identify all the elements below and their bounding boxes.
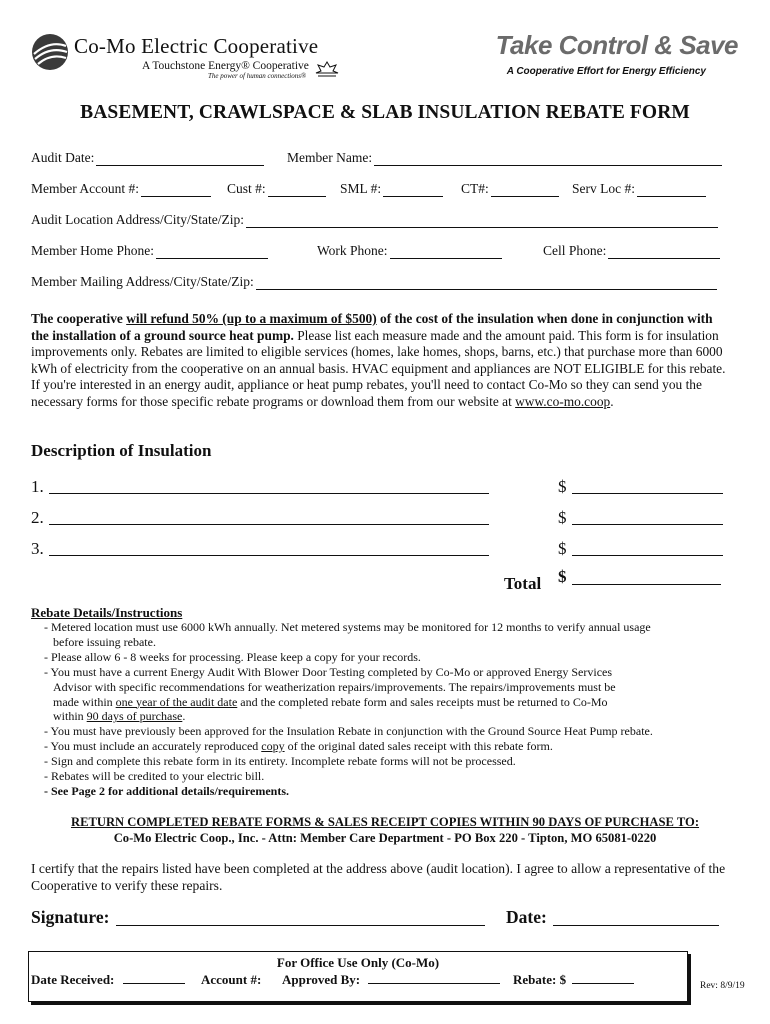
intro-end: .: [610, 393, 614, 409]
intro-paragraph: [31, 311, 727, 411]
mailing-address-field[interactable]: [31, 274, 717, 290]
signature-date-label: Date:: [506, 907, 547, 927]
home-phone-line[interactable]: [156, 245, 268, 259]
field-row-audit-location: [31, 208, 726, 228]
instruction-text: and the completed rebate form and sales receipts must be returned to Co-Mo: [237, 694, 608, 709]
return-instructions: RETURN COMPLETED REBATE FORMS & SALES RECEIPT COPIES WITHIN 90 DAYS OF PURCHASE TO:: [70, 815, 700, 829]
ct-field[interactable]: [461, 181, 559, 197]
sml-label: SML #:: [340, 181, 382, 196]
work-phone-label: Work Phone:: [317, 243, 388, 258]
cust-label: Cust #:: [227, 181, 266, 196]
instruction-emphasis: 90 days of purchase: [86, 709, 183, 724]
description-item-3: [31, 537, 731, 559]
account-label: Account #:: [201, 972, 262, 987]
signature-line[interactable]: [116, 925, 485, 926]
program-subtitle: A Cooperative Effort for Energy Efficiency: [506, 66, 706, 77]
sml-line[interactable]: [383, 183, 443, 197]
intro-refund-terms: will refund 50% (up to a maximum of $500): [126, 311, 377, 326]
cell-phone-field[interactable]: [543, 243, 720, 259]
rebate-amount-line[interactable]: [572, 971, 634, 984]
touchstone-crest-icon: [314, 60, 340, 78]
office-use-title: For Office Use Only (Co-Mo): [276, 955, 440, 970]
member-name-field[interactable]: [287, 150, 722, 166]
serv-loc-field[interactable]: [572, 181, 706, 197]
description-item-number: 1.: [31, 477, 44, 496]
globe-icon: [30, 32, 70, 72]
form-header: [28, 28, 742, 83]
audit-location-label: Audit Location Address/City/State/Zip:: [31, 212, 244, 227]
cell-phone-label: Cell Phone:: [543, 243, 607, 258]
member-name-label: Member Name:: [287, 150, 373, 165]
rebate-details-heading: Rebate Details/Instructions: [31, 605, 183, 620]
instruction-item: - Metered location must use 6000 kWh annually. Net metered systems may be monitored for 12 months to verify annual usage: [44, 620, 651, 634]
audit-date-field[interactable]: [31, 150, 264, 166]
description-item-number: 2.: [31, 508, 44, 527]
instruction-item-continued: [44, 695, 724, 710]
audit-date-label: Audit Date:: [31, 150, 95, 165]
field-row-account: [31, 177, 726, 197]
audit-location-field[interactable]: [31, 212, 718, 228]
instruction-text: within: [53, 709, 87, 724]
instruction-item: - Sign and complete this rebate form in its entirety. Incomplete rebate forms will not be processed.: [44, 754, 516, 769]
instruction-text: - You must include an accurately reproduced: [44, 739, 262, 754]
member-account-field[interactable]: [31, 181, 211, 197]
instruction-item-page-2: - See Page 2 for additional details/requirements.: [44, 783, 289, 798]
home-phone-label: Member Home Phone:: [31, 243, 154, 258]
instruction-text: made within: [53, 694, 116, 709]
instruction-item: - You must have previously been approved for the Insulation Rebate in conjunction with the Ground Source Heat Pump rebate.: [44, 724, 653, 739]
audit-location-line[interactable]: [246, 214, 718, 228]
instruction-text: of the original dated sales receipt with this rebate form.: [284, 739, 553, 754]
intro-body: Please list each measure made and the amount paid. This form is for insulation improvements only. Rebates are limited to eligible services (homes, lake homes, shops, barns, etc.) that purchase more than 6000 kWh of electricity from the cooperative on an annual basis. HVAC equipment and appliances are NOT ELIGIBLE for this rebate. If you're interested in an energy audit, appliance or heat pump rebates, you'll need to contact Co-Mo so they can send you the necessary forms for those specific rebate programs or download them from our website at: [31, 327, 726, 409]
instruction-emphasis: copy: [261, 739, 285, 754]
field-row-phones: [31, 239, 726, 259]
instruction-item: - Rebates will be credited to your electric bill.: [44, 769, 265, 784]
approved-by-label: Approved By:: [282, 972, 361, 987]
description-item-line[interactable]: [49, 524, 489, 525]
description-item-1: [31, 475, 731, 497]
amount-line[interactable]: [572, 524, 723, 525]
description-item-2: [31, 506, 731, 528]
date-received-line[interactable]: [123, 971, 185, 984]
certification-statement: I certify that the repairs listed have been completed at the address above (audit location). I agree to allow a representative of the Cooperative to verify these repairs.: [31, 861, 726, 893]
instruction-item: - You must have a current Energy Audit With Blower Door Testing completed by Co-Mo or approved Energy Services: [44, 664, 613, 679]
mailing-address-label: Member Mailing Address/City/State/Zip:: [31, 274, 254, 289]
work-phone-line[interactable]: [390, 245, 502, 259]
member-account-line[interactable]: [141, 183, 211, 197]
rebate-amount-label: Rebate: $: [513, 972, 567, 987]
org-tagline: The power of human connections®: [208, 72, 307, 80]
instruction-item-continued: [44, 709, 724, 724]
description-item-line[interactable]: [49, 493, 489, 494]
currency-symbol: $: [558, 477, 567, 496]
cell-phone-line[interactable]: [608, 245, 720, 259]
total-label: Total: [504, 574, 542, 593]
org-subtitle: A Touchstone Energy® Cooperative: [142, 60, 309, 72]
amount-line[interactable]: [572, 493, 723, 494]
instruction-item: - Please allow 6 - 8 weeks for processing. Please keep a copy for your records.: [44, 649, 421, 664]
mailing-address-line[interactable]: [256, 276, 717, 290]
ct-label: CT#:: [461, 181, 489, 196]
amount-line[interactable]: [572, 555, 723, 556]
member-name-line[interactable]: [374, 152, 722, 166]
currency-symbol: $: [558, 539, 567, 558]
office-use-box: [28, 951, 688, 1002]
instruction-text: .: [182, 709, 186, 724]
revision-date: Rev: 8/9/19: [700, 981, 745, 991]
cust-line[interactable]: [268, 183, 326, 197]
program-name: Take Control & Save: [495, 30, 738, 60]
intro-condition: of the cost of the insulation when done in conjunction with the installation of a ground source heat pump.: [31, 311, 713, 343]
description-title: Description of Insulation: [31, 441, 212, 460]
form-title: BASEMENT, CRAWLSPACE & SLAB INSULATION REBATE FORM: [80, 102, 690, 123]
field-row-audit: [31, 146, 726, 166]
total-amount-line[interactable]: [572, 584, 721, 585]
website-link[interactable]: www.co-mo.coop: [515, 393, 611, 409]
description-item-line[interactable]: [49, 555, 489, 556]
serv-loc-line[interactable]: [637, 183, 706, 197]
serv-loc-label: Serv Loc #:: [572, 181, 635, 196]
co-mo-logo: [30, 30, 360, 82]
description-item-number: 3.: [31, 539, 44, 558]
instruction-item: [44, 739, 724, 754]
instruction-item-continued: before issuing rebate.: [53, 634, 156, 649]
ct-line[interactable]: [491, 183, 559, 197]
org-name: Co-Mo Electric Cooperative: [74, 34, 319, 58]
cust-field[interactable]: [227, 181, 326, 197]
return-address: Co-Mo Electric Coop., Inc. - Attn: Member Care Department - PO Box 220 - Tipton, MO 65081-0220: [113, 831, 657, 845]
signature-date-line[interactable]: [553, 925, 719, 926]
instruction-item-continued: Advisor with specific recommendations for weatherization repairs/improvements. The repairs/improvements must be: [53, 679, 616, 694]
sml-field[interactable]: [340, 181, 443, 197]
currency-symbol: $: [558, 508, 567, 527]
audit-date-line[interactable]: [96, 152, 264, 166]
take-control-save-logo: [462, 28, 742, 83]
rebate-instructions-list: [44, 620, 724, 799]
intro-lead: The cooperative: [31, 311, 127, 326]
field-row-mailing: [31, 270, 726, 290]
member-account-label: Member Account #:: [31, 181, 139, 196]
work-phone-field[interactable]: [317, 243, 502, 259]
total-currency-symbol: $: [558, 567, 567, 586]
date-received-label: Date Received:: [31, 972, 115, 987]
home-phone-field[interactable]: [31, 243, 268, 259]
signature-label: Signature:: [31, 907, 110, 927]
approved-by-line[interactable]: [368, 971, 500, 984]
instruction-emphasis: one year of the audit date: [115, 694, 238, 709]
